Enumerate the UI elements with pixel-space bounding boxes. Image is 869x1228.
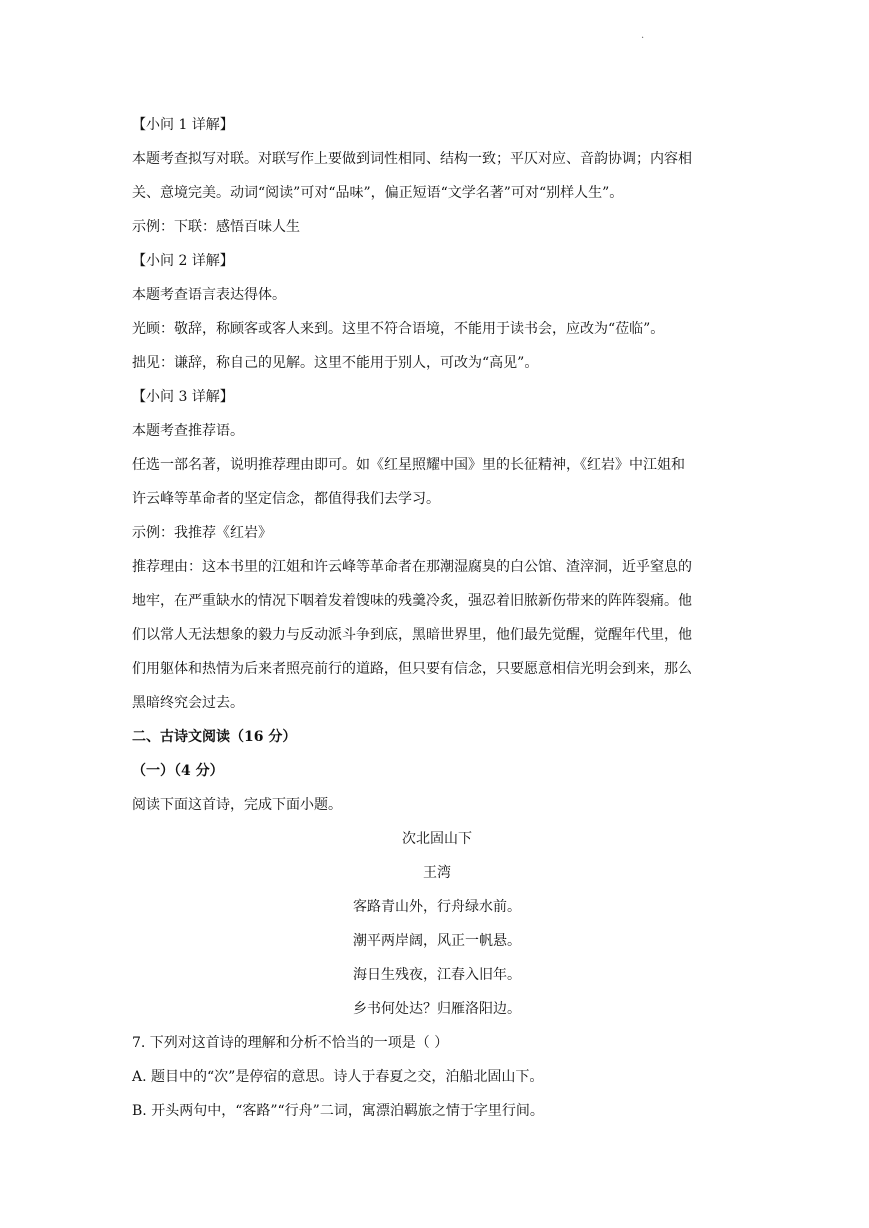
paragraph-line: 关、意境完美。动词“阅读”可对“品味”，偏正短语“文学名著”可对“别样人生”。 bbox=[132, 185, 624, 201]
paragraph-line: 推荐理由：这本书里的江姐和许云峰等革命者在那潮湿腐臭的白公馆、渣滓洞，近乎窒息的 bbox=[132, 559, 692, 575]
section-heading: 二、古诗文阅读（16 分） bbox=[132, 729, 297, 745]
paragraph-line: 黑暗终究会过去。 bbox=[132, 695, 244, 711]
paragraph-line: 本题考查语言表达得体。 bbox=[132, 287, 286, 303]
poem-line: 海日生残夜，江春入旧年。 bbox=[353, 967, 521, 983]
header-mark: . bbox=[641, 30, 645, 41]
poem-line: 潮平两岸阔，风正一帆悬。 bbox=[353, 933, 521, 949]
subquestion-3-heading: 【小问 3 详解】 bbox=[132, 389, 234, 405]
paragraph-line: 拙见：谦辞，称自己的见解。这里不能用于别人，可改为“高见”。 bbox=[132, 355, 539, 371]
instruction-line: 阅读下面这首诗，完成下面小题。 bbox=[132, 797, 342, 813]
poem-line: 客路青山外，行舟绿水前。 bbox=[353, 899, 521, 915]
paragraph-line: 地牢，在严重缺水的情况下咽着发着馊味的残羹冷炙，强忍着旧脓新伤带来的阵阵裂痛。他 bbox=[132, 593, 692, 609]
paragraph-line: 光顾：敬辞，称顾客或客人来到。这里不符合语境，不能用于读书会，应改为“莅临”。 bbox=[132, 321, 665, 337]
poem-author: 王湾 bbox=[423, 865, 451, 881]
option-b: B. 开头两句中，“客路”“行舟”二词，寓漂泊羁旅之情于字里行间。 bbox=[132, 1103, 544, 1119]
example-line: 示例：下联：感悟百味人生 bbox=[132, 219, 300, 235]
poem-line: 乡书何处达？归雁洛阳边。 bbox=[353, 1001, 521, 1017]
paragraph-line: 们用躯体和热情为后来者照亮前行的道路，但只要有信念，只要愿意相信光明会到来，那么 bbox=[132, 661, 692, 677]
subsection-heading: （一）（4 分） bbox=[132, 763, 224, 779]
paragraph-line: 许云峰等革命者的坚定信念，都值得我们去学习。 bbox=[132, 491, 440, 507]
option-a: A. 题目中的“次”是停宿的意思。诗人于春夏之交，泊船北固山下。 bbox=[132, 1069, 544, 1085]
subquestion-1-heading: 【小问 1 详解】 bbox=[132, 117, 234, 133]
poem-title: 次北固山下 bbox=[402, 831, 472, 847]
document-body bbox=[132, 108, 742, 1128]
question-stem: 7. 下列对这首诗的理解和分析不恰当的一项是（ ） bbox=[132, 1035, 449, 1051]
paragraph-line: 本题考查推荐语。 bbox=[132, 423, 244, 439]
subquestion-2-heading: 【小问 2 详解】 bbox=[132, 253, 234, 269]
example-line: 示例：我推荐《红岩》 bbox=[132, 525, 272, 541]
paragraph-line: 任选一部名著，说明推荐理由即可。如《红星照耀中国》里的长征精神，《红岩》中江姐和 bbox=[132, 457, 685, 473]
paragraph-line: 本题考查拟写对联。对联写作上要做到词性相同、结构一致；平仄对应、音韵协调；内容相 bbox=[132, 151, 692, 167]
paragraph-line: 们以常人无法想象的毅力与反动派斗争到底，黑暗世界里，他们最先觉醒，觉醒年代里，他 bbox=[132, 627, 692, 643]
